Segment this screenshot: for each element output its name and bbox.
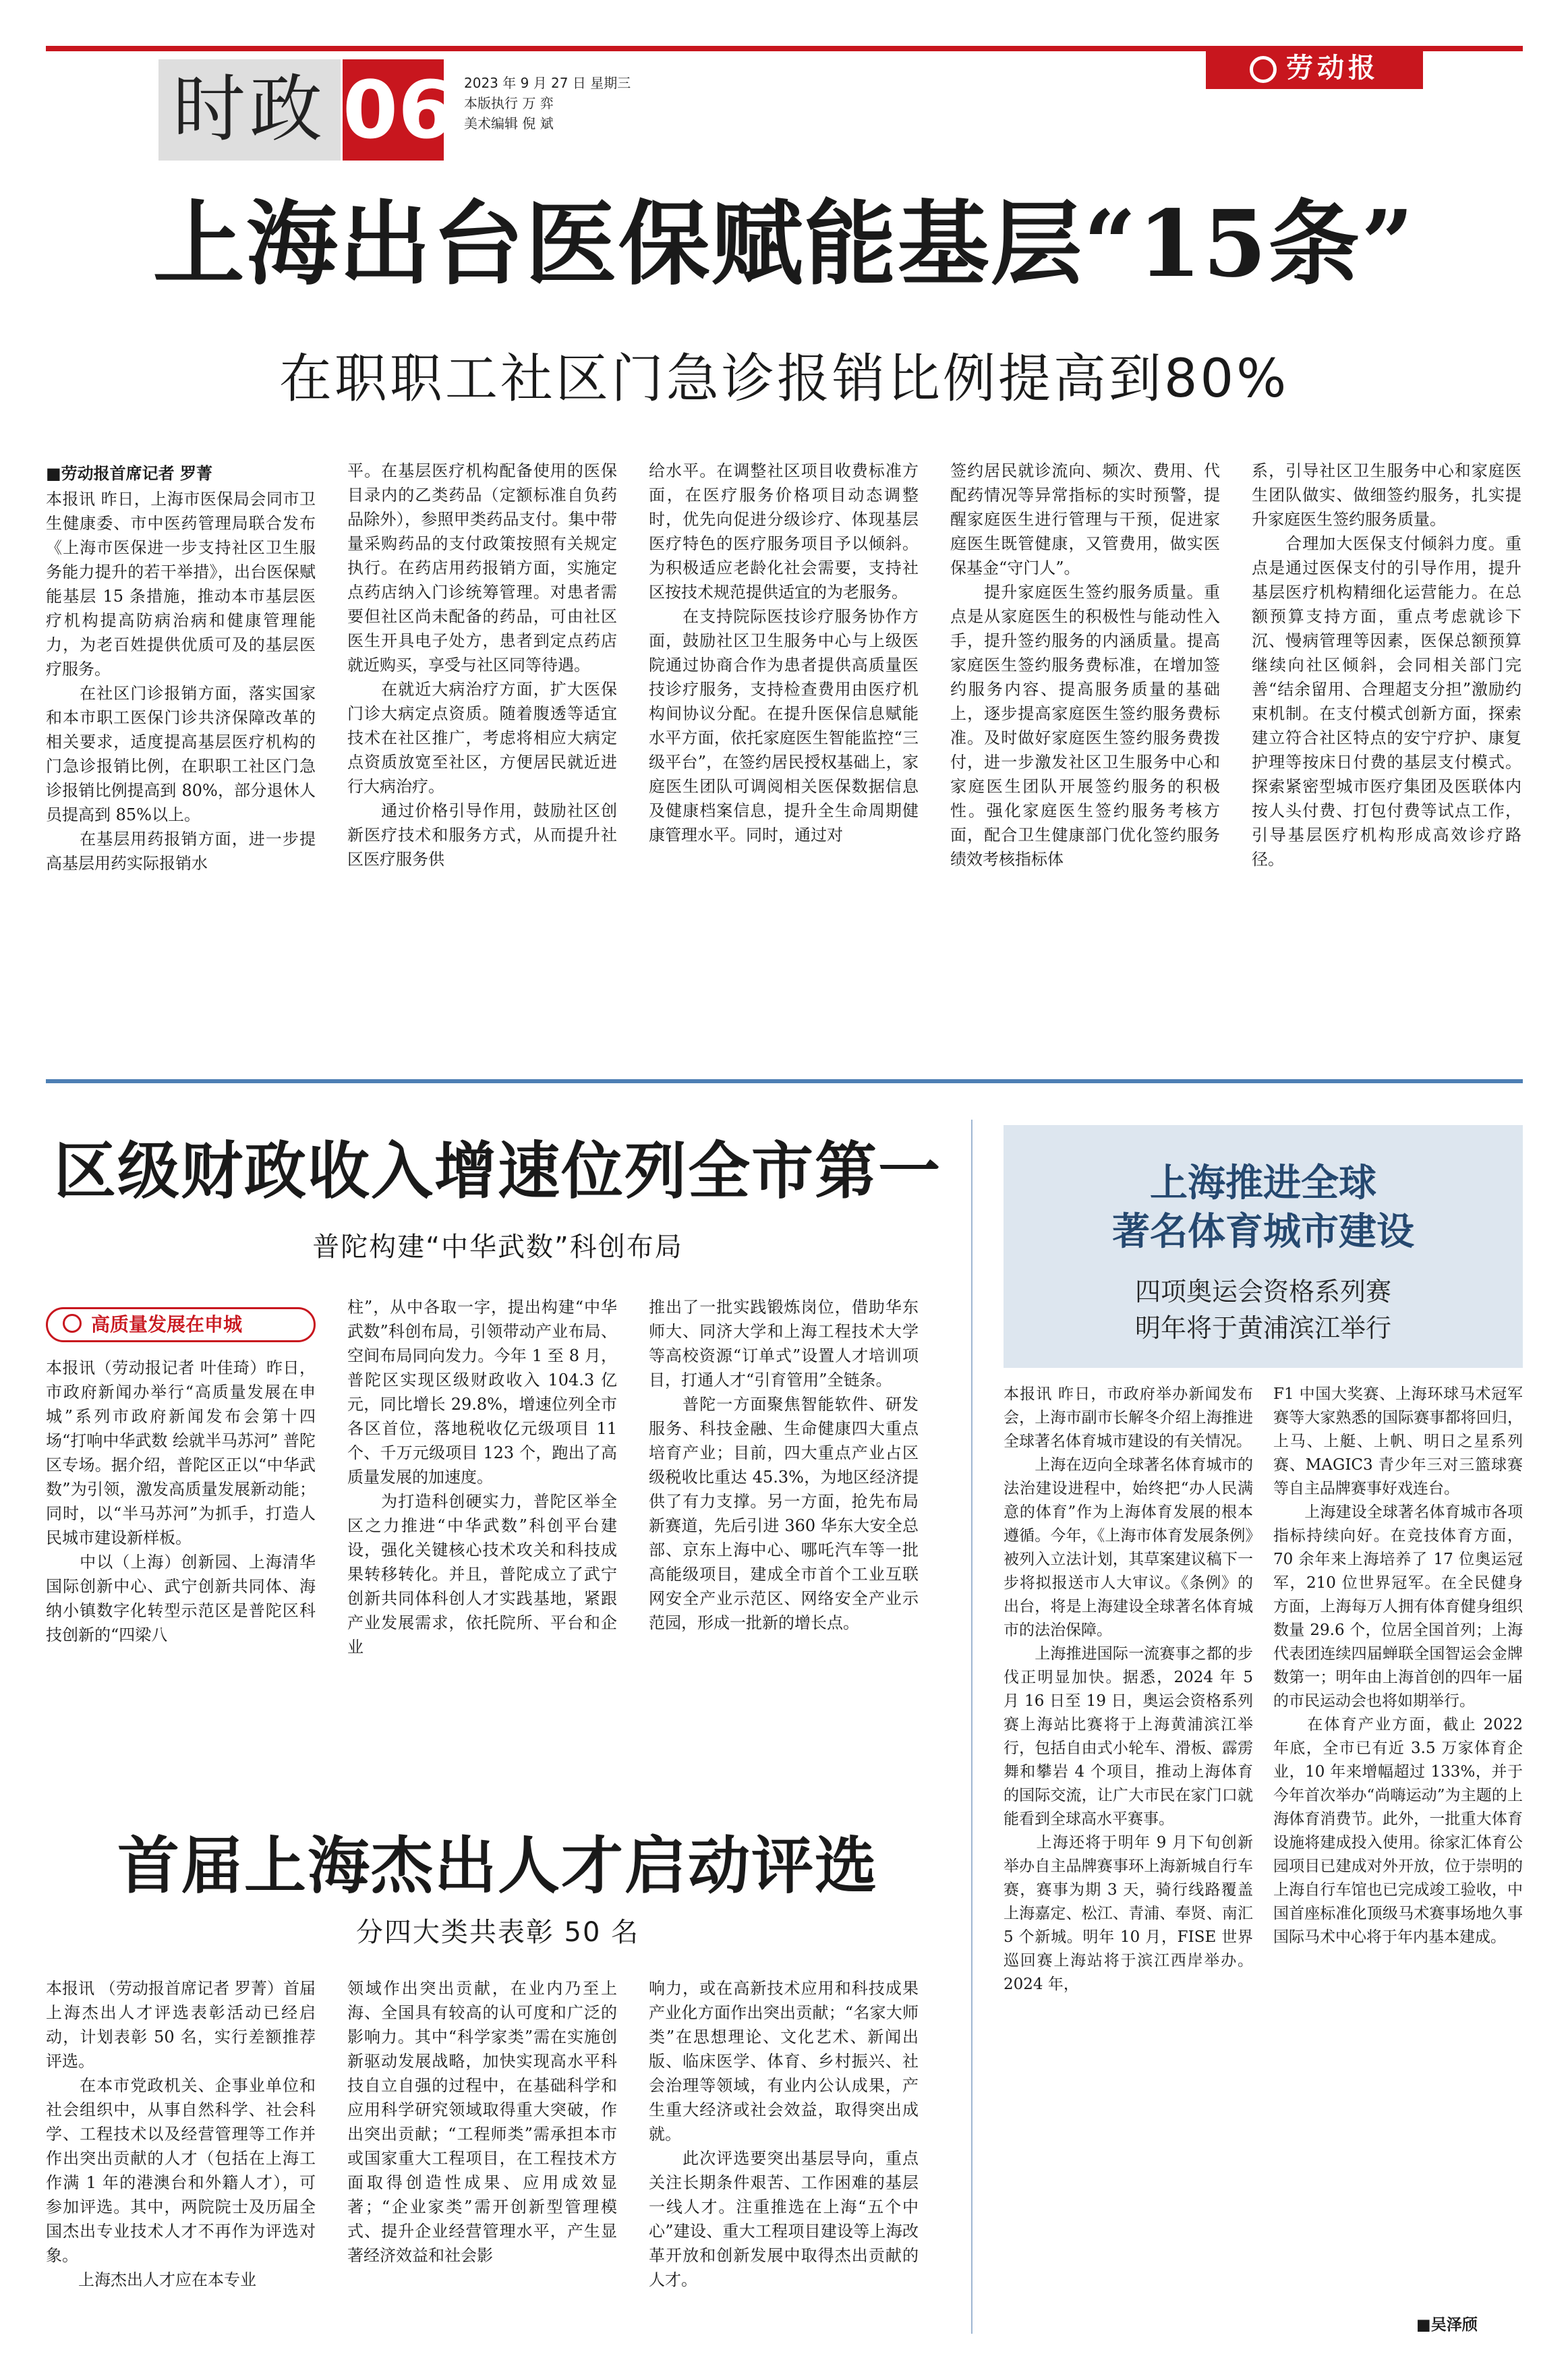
lead-subheadline: 在职职工社区门急诊报销比例提高到80% <box>279 349 1289 409</box>
lead-column-1: 本报讯 昨日，上海市医保局会同市卫生健康委、市中医药管理局联合发布《上海市医保进一步支持社区卫生服务能力提升的若干举措》，出台医保赋能基层 15 条措施，推动本市基层医疗机构提高防病治病和健康管理能力，为老百姓提供优质可及的基层医疗服务。 在社区门诊报销方面，落实国家和本市职工医保门诊共济保障改革的相关要求，适度提高基层医疗机构的门急诊报销比例，在职职工社区门急诊报销比例提高到 80%，部分退休人员提高到 85%以上。 在基层用药报销方面，进一步提高基层用药实际报销水 <box>46 490 316 873</box>
lead-column-5: 系，引导社区卫生服务中心和家庭医生团队做实、做细签约服务，扎实提升家庭医生签约服务质量。 合理加大医保支付倾斜力度。重点是通过医保支付的引导作用，提升基层医疗机构精细化运营能力。在总额预算支持方面，重点考虑就诊下沉、慢病管理等因素，医保总额预算继续向社区倾斜，会同相关部门完善“结余留用、合理超支分担”激励约束机制。在支付模式创新方面，探索建立符合社区特点的安宁疗护、康复护理等按床日付费的基层支付模式。探索紧密型城市医疗集团及医联体内按人头付费、打包付费等试点工作，引导基层医疗机构形成高效诊疗路径。 <box>1252 461 1521 869</box>
sports-headline <box>1004 1159 1523 1256</box>
lead-column-4: 签约居民就诊流向、频次、费用、代配药情况等异常指标的实时预警，提醒家庭医生进行管理与干预，促进家庭医生既管健康，又管费用，做实医保基金“守门人”。 提升家庭医生签约服务质量。重点是从家庭医生的积极性与能动性入手，提升签约服务的内涵质量。提高家庭医生签约服务费标准，在增加签约服务内容、提高服务质量的基础上，逐步提高家庭医生签约服务费标准。及时做好家庭医生签约服务费拨付，进一步激发社区卫生服务中心和家庭医生团队开展签约服务的积极性。强化家庭医生签约服务考核方面，配合卫生健康部门优化签约服务绩效考核指标体 <box>950 461 1220 869</box>
paper-name: 劳动报 <box>1286 53 1379 84</box>
district-column-3: 推出了一批实践锻炼岗位，借助华东师大、同济大学和上海工程技术大学等高校资源“订单式”设置人才培训项目，打通人才“引育管用”全链条。 普陀一方面聚焦智能软件、研发服务、科技金融、生命健康四大重点培育产业；目前，四大重点产业占区级税收比重达 45.3%，为地区经济提供了有力支撑。另一方面，抢先布局新赛道，先后引进 360 华东大安全总部、京东上海中心、哪吒汽车等一批高能级项目，建成全市首个工业互联网安全产业示范区、网络安全产业示范园，形成一批新的增长点。 <box>649 1298 919 1632</box>
sports-headline-line-2: 著名体育城市建设 <box>1112 1209 1414 1254</box>
paper-logo-icon <box>1250 56 1277 83</box>
sports-subheadline <box>1004 1273 1523 1346</box>
lead-byline: ■劳动报首席记者 罗菁 <box>46 464 213 483</box>
issue-date: 2023 年 9 月 27 日 星期三 <box>464 75 631 91</box>
district-column-1: 本报讯（劳动报记者 叶佳琦）昨日，市政府新闻办举行“高质量发展在申城”系列市政府新闻发布会第十四场“打响中华武数 绘就半马苏河” 普陀区专场。据介绍，普陀区正以“中华武数”为引领，激发高质量发展新动能；同时，以“半马苏河”为抓手，打造人民城市建设新样板。 中以（上海）创新园、上海清华国际创新中心、武宁创新共同体、海纳小镇数字化转型示范区是普陀区科技创新的“四梁八 <box>46 1358 316 1644</box>
sports-headline-line-1: 上海推进全球 <box>1150 1161 1376 1205</box>
sports-signature: ■吴泽颀 <box>1416 2316 1478 2334</box>
lead-headline: 上海出台医保赋能基层“15条” <box>152 190 1416 298</box>
section-name: 时政 <box>158 59 341 161</box>
talent-column-3: 响力，或在高新技术应用和科技成果产业化方面作出突出贡献；“名家大师类”在思想理论、文化艺术、新闻出版、临床医学、体育、乡村振兴、社会治理等领域，有业内公认成果，产生重大经济或社会效益，取得突出成就。 此次评选要突出基层导向，重点关注长期条件艰苦、工作困难的基层一线人才。注重推选在上海“五个中心”建设、重大工程项目建设等上海改革开放和创新发展中取得杰出贡献的人才。 <box>649 1979 919 2289</box>
talent-subheadline: 分四大类共表彰 50 名 <box>355 1917 640 1948</box>
editor-credit: 本版执行 万 弈 <box>464 95 554 111</box>
column-tag-label: 高质量发展在申城 <box>91 1313 243 1335</box>
art-editor-credit: 美术编辑 倪 斌 <box>464 115 554 132</box>
dateline <box>464 73 631 134</box>
district-column-2: 柱”，从中各取一字，提出构建“中华武数”科创布局，引领带动产业布局、空间布局同向发力。今年 1 至 8 月，普陀区实现区级财政收入 104.3 亿元，同比增长 29.8%，增速位列全市各区首位，落地税收亿元级项目 11 个、千万元级项目 123 个，跑出了高质量发展的加速度。 为打造科创硬实力，普陀区举全区之力推进“中华武数”科创平台建设，强化关键核心技术攻关和科技成果转移转化。并且，普陀成立了武宁创新共同体科创人才实践基地，紧跟产业发展需求，依托院所、平台和企业 <box>347 1298 617 1657</box>
talent-column-1: 本报讯 （劳动报首席记者 罗菁）首届上海杰出人才评选表彰活动已经启动，计划表彰 50 名，实行差额推荐评选。 在本市党政机关、企事业单位和社会组织中，从事自然科学、社会科学、工程技术以及经营管理等工作并作出突出贡献的人才（包括在上海工作满 1 年的港澳台和外籍人才），可参加评选。其中，两院院士及历届全国杰出专业技术人才不再作为评选对象。 上海杰出人才应在本专业 <box>46 1979 316 2289</box>
sports-subheadline-line-2: 明年将于黄浦滨江举行 <box>1134 1313 1391 1343</box>
paper-logo <box>1206 47 1423 89</box>
page-number: 06 <box>343 59 444 161</box>
talent-headline: 首届上海杰出人才启动评选 <box>117 1829 878 1902</box>
district-headline: 区级财政收入增速位列全市第一 <box>53 1134 941 1207</box>
search-icon <box>63 1314 82 1333</box>
lead-column-3: 给水平。在调整社区项目收费标准方面，在医疗服务价格项目动态调整时，优先向促进分级诊疗、体现基层医疗特色的医疗服务项目予以倾斜。为积极适应老龄化社会需要，支持社区按技术规范提供适宜的为老服务。 在支持院际医技诊疗服务协作方面，鼓励社区卫生服务中心与上级医院通过协商合作为患者提供高质量医技诊疗服务，支持检查费用由医疗机构间协议分配。在提升医保信息赋能水平方面，依托家庭医生智能监控“三级平台”，在签约居民授权基础上，家庭医生团队可调阅相关医保数据信息及健康档案信息，提升全生命周期健康管理水平。同时，通过对 <box>649 461 919 844</box>
section-divider <box>46 1079 1523 1083</box>
sports-column-1: 本报讯 昨日，市政府举办新闻发布会，上海市副市长解冬介绍上海推进全球著名体育城市建设的有关情况。 上海在迈向全球著名体育城市的法治建设进程中，始终把“办人民满意的体育”作为上海体育发展的根本遵循。今年，《上海市体育发展条例》被列入立法计划，其草案建议稿下一步将拟报送市人大审议。《条例》的出台，将是上海建设全球著名体育城市的法治保障。 上海推进国际一流赛事之都的步伐正明显加快。据悉，2024 年 5 月 16 日至 19 日，奥运会资格系列赛上海站比赛将于上海黄浦滨江举行，包括自由式小轮车、滑板、霹雳舞和攀岩 4 个项目，推动上海体育的国际交流，让广大市民在家门口就能看到全球高水平赛事。 上海还将于明年 9 月下旬创新举办自主品牌赛事环上海新城自行车赛，赛事为期 3 天，骑行线路覆盖上海嘉定、松江、青浦、奉贤、南汇 5 个新城。明年 10 月，FISE 世界巡回赛上海站将于滨江西岸举办。2024 年， <box>1004 1385 1253 1993</box>
sports-subheadline-line-1: 四项奥运会资格系列赛 <box>1134 1277 1391 1306</box>
column-tag <box>46 1307 316 1342</box>
sports-column-2: F1 中国大奖赛、上海环球马术冠军赛等大家熟悉的国际赛事都将回归，上马、上艇、上帆、明日之星系列赛、MAGIC3 青少年三对三篮球赛等自主品牌赛事好戏连台。 上海建设全球著名体育城市各项指标持续向好。在竞技体育方面，70 余年来上海培养了 17 位奥运冠军，210 位世界冠军。在全民健身方面，上海每万人拥有体育健身组织数量 29.6 个，位居全国首列；上海代表团连续四届蝉联全国智运会金牌数第一；明年由上海首创的四年一届的市民运动会也将如期举行。 在体育产业方面，截止 2022 年底，全市已有近 3.5 万家体育企业，10 年来增幅超过 133%，并于今年首次举办“尚嗨运动”为主题的上海体育消费节。此外，一批重大体育设施将建成投入使用。徐家汇体育公园项目已建成对外开放，位于崇明的上海自行车馆也已完成竣工验收，中国首座标准化顶级马术赛事场地久事国际马术中心将于年内基本建成。 <box>1273 1385 1523 1946</box>
talent-column-2: 领域作出突出贡献，在业内乃至上海、全国具有较高的认可度和广泛的影响力。其中“科学家类”需在实施创新驱动发展战略，加快实现高水平科技自立自强的过程中，在基础科学和应用科学研究领域取得重大突破，作出突出贡献；“工程师类”需承担本市或国家重大工程项目，在工程技术方面取得创造性成果、应用成效显著；“企业家类”需开创新型管理模式、提升企业经营管理水平，产生显著经济效益和社会影 <box>347 1979 617 2265</box>
lead-column-2: 平。在基层医疗机构配备使用的医保目录内的乙类药品（定额标准自负药品除外），参照甲类药品支付。集中带量采购药品的支付政策按照有关规定执行。在药店用药报销方面，实施定点药店纳入门诊统筹管理。对患者需要但社区尚未配备的药品，可由社区医生开具电子处方，患者到定点药店就近购买，享受与社区同等待遇。 在就近大病治疗方面，扩大医保门诊大病定点资质。随着腹透等适宜技术在社区推广，考虑将相应大病定点资质放宽至社区，方便居民就近进行大病治疗。 通过价格引导作用，鼓励社区创新医疗技术和服务方式，从而提升社区医疗服务供 <box>347 461 617 869</box>
district-subheadline: 普陀构建“中华武数”科创布局 <box>312 1232 683 1263</box>
column-divider <box>971 1120 972 2334</box>
